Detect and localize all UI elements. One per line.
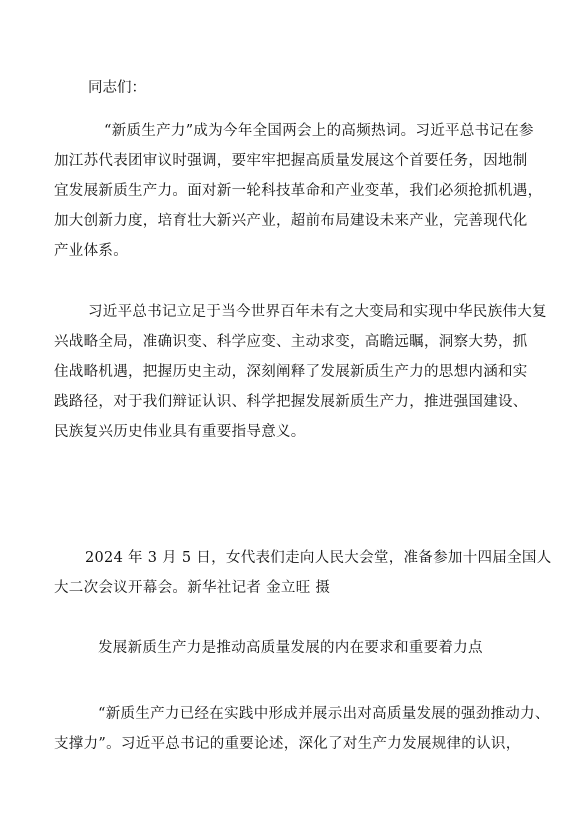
- paragraph-1-line: “新质生产力”成为今年全国两会上的高频热词。习近平总书记在参: [104, 123, 534, 139]
- section-subheading-text: 发展新质生产力是推动高质量发展的内在要求和重要着力点: [98, 640, 483, 656]
- paragraph-3-line: “新质生产力已经在实践中形成并展示出对高质量发展的强劲推动力、: [98, 706, 550, 722]
- photo-caption-line: 2024 年 3 月 5 日，女代表们走向人民大会堂，准备参加十四届全国人: [85, 550, 552, 566]
- paragraph-2: [54, 297, 547, 447]
- paragraph-2-line: 民族复兴历史伟业具有重要指导意义。: [54, 424, 306, 440]
- paragraph-2-line: 践路径，对于我们辩证认识、科学把握发展新质生产力，推进强国建设、: [54, 394, 528, 410]
- paragraph-1-line: 产业体系。: [54, 243, 128, 259]
- paragraph-1: [54, 116, 543, 266]
- greeting-text: 同志们：: [88, 80, 146, 96]
- paragraph-1-line: 宜发展新质生产力。面对新一轮科技革命和产业变革，我们必须抢抓机遇，: [54, 183, 543, 199]
- paragraph-2-line: 住战略机遇，把握历史主动，深刻阐释了发展新质生产力的思想内涵和实: [54, 364, 528, 380]
- section-subheading: [88, 633, 528, 663]
- paragraph-2-line: 兴战略全局，准确识变、科学应变、主动求变，高瞻远瞩，洞察大势，抓: [54, 334, 528, 350]
- photo-caption: [54, 543, 552, 603]
- paragraph-1-line: 加江苏代表团审议时强调，要牢牢把握高质量发展这个首要任务，因地制: [54, 153, 528, 169]
- paragraph-2-line: 习近平总书记立足于当今世界百年未有之大变局和实现中华民族伟大复: [88, 304, 547, 320]
- photo-caption-line: 大二次会议开幕会。新华社记者 金立旺 摄: [54, 580, 331, 596]
- paragraph-1-line: 加大创新力度，培育壮大新兴产业，超前布局建设未来产业，完善现代化: [54, 213, 528, 229]
- paragraph-3-line: 支撑力”。习近平总书记的重要论述，深化了对生产力发展规律的认识，: [54, 736, 521, 752]
- paragraph-3: [54, 699, 550, 759]
